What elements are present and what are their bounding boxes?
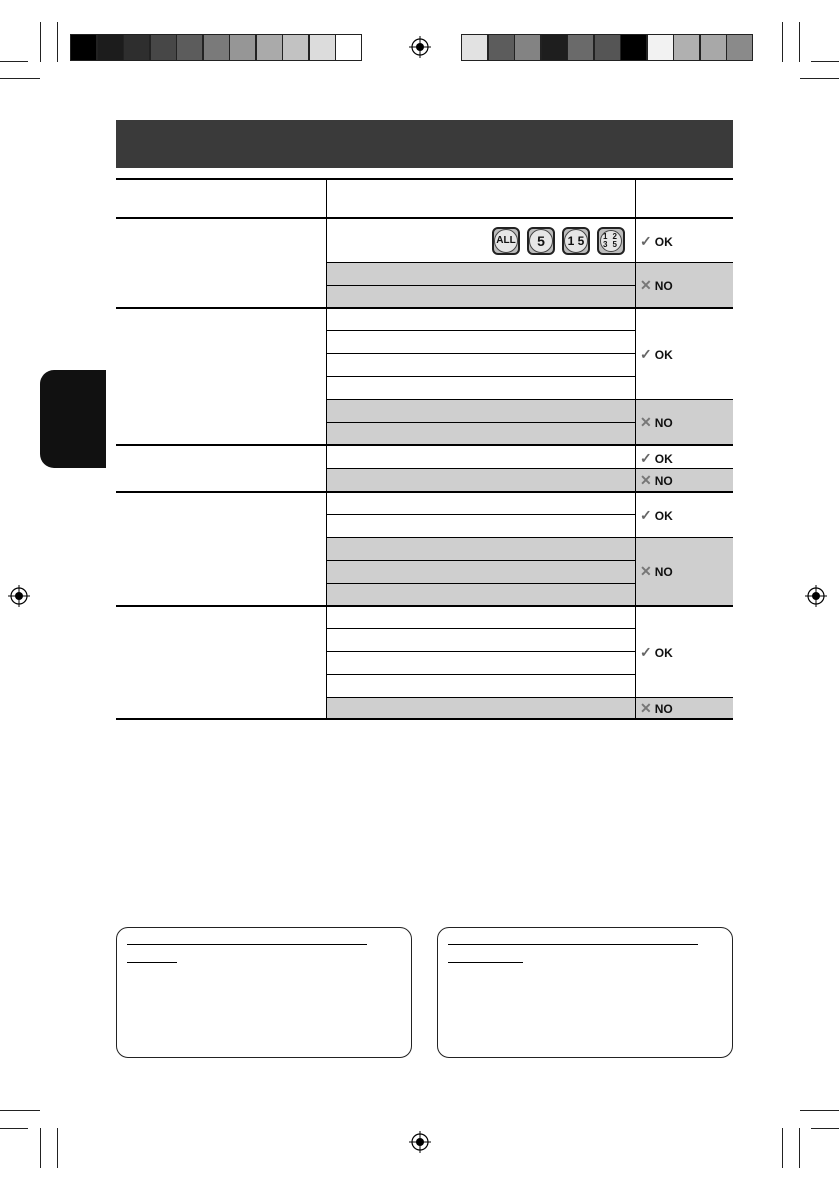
table-rule: [326, 583, 635, 584]
table-rule: [326, 353, 635, 354]
crop-mark: [799, 1128, 800, 1168]
table-rule: [326, 674, 635, 675]
table-rule: [326, 697, 733, 698]
language-side-tab: [40, 370, 106, 468]
table-rule: [116, 718, 733, 720]
color-swatch: [176, 34, 203, 61]
color-swatch: [335, 34, 362, 61]
table-rule: [326, 514, 635, 515]
color-swatch: [309, 34, 336, 61]
color-swatch: [461, 34, 488, 61]
crop-mark: [811, 1128, 839, 1129]
status-no: ✕ NO: [640, 472, 673, 488]
color-swatch: [726, 34, 753, 61]
crop-mark: [811, 61, 839, 62]
checkmark-icon: ✓: [640, 233, 652, 249]
table-rule: [116, 307, 733, 309]
status-ok: ✓ OK: [640, 644, 673, 660]
table-rule: [326, 262, 733, 263]
crop-mark: [0, 78, 40, 79]
table-rule: [116, 605, 733, 607]
status-ok: ✓ OK: [640, 233, 673, 249]
crop-mark: [57, 1128, 58, 1168]
table-rule: [326, 422, 635, 423]
cross-icon: ✕: [640, 277, 652, 293]
color-swatch: [203, 34, 230, 61]
status-ok: ✓ OK: [640, 450, 673, 466]
table-rule: [326, 628, 635, 629]
crop-mark: [0, 1128, 28, 1129]
crop-mark: [800, 78, 839, 79]
crop-mark: [0, 61, 28, 62]
checkmark-icon: ✓: [640, 346, 652, 362]
region-all-icon: ALL: [492, 227, 520, 255]
cross-icon: ✕: [640, 563, 652, 579]
table-rule: [116, 491, 733, 493]
heading-underline: [448, 962, 523, 963]
table-rule: [326, 178, 327, 719]
crop-mark: [782, 1128, 783, 1168]
status-ok: ✓ OK: [640, 507, 673, 523]
table-rule: [326, 285, 635, 286]
color-swatch: [514, 34, 541, 61]
checkmark-icon: ✓: [640, 450, 652, 466]
color-swatch: [256, 34, 283, 61]
heading-underline: [127, 944, 367, 945]
color-swatch: [488, 34, 515, 61]
color-swatch: [229, 34, 256, 61]
crop-mark: [799, 22, 800, 62]
table-rule: [326, 468, 733, 469]
heading-underline: [127, 962, 177, 963]
table-rule: [326, 399, 733, 400]
color-swatch: [123, 34, 150, 61]
crop-mark: [40, 22, 41, 62]
region-1-5-icon: 1 5: [562, 227, 590, 255]
registration-mark-icon: [805, 585, 827, 607]
region-multi-icon: 1 2 3 5: [597, 227, 625, 255]
cross-icon: ✕: [640, 414, 652, 430]
crop-mark: [40, 1128, 41, 1168]
color-swatch: [282, 34, 309, 61]
table-rule: [326, 560, 635, 561]
table-rule: [326, 651, 635, 652]
color-swatch: [541, 34, 568, 61]
color-swatch: [594, 34, 621, 61]
table-rule: [326, 376, 635, 377]
crop-mark: [57, 22, 58, 62]
registration-mark-icon: [409, 36, 431, 58]
region-5-icon: 5: [527, 227, 555, 255]
color-swatch: [70, 34, 97, 61]
color-swatch: [150, 34, 177, 61]
status-no: ✕ NO: [640, 700, 673, 716]
note-box-left: [116, 927, 412, 1058]
note-box-right: [437, 927, 733, 1058]
color-swatch: [647, 34, 674, 61]
crop-mark: [0, 1110, 40, 1111]
status-no: ✕ NO: [640, 277, 673, 293]
checkmark-icon: ✓: [640, 507, 652, 523]
table-rule: [635, 178, 636, 719]
registration-mark-icon: [8, 585, 30, 607]
cross-icon: ✕: [640, 472, 652, 488]
color-swatch: [97, 34, 124, 61]
table-rule: [116, 178, 733, 180]
registration-mark-icon: [409, 1131, 431, 1153]
cross-icon: ✕: [640, 700, 652, 716]
color-swatch: [567, 34, 594, 61]
crop-mark: [782, 22, 783, 62]
crop-mark: [800, 1110, 839, 1111]
status-no: ✕ NO: [640, 563, 673, 579]
heading-underline: [448, 944, 698, 945]
table-rule: [326, 537, 733, 538]
color-swatch: [700, 34, 727, 61]
table-rule: [116, 217, 733, 219]
status-no: ✕ NO: [640, 414, 673, 430]
table-rule: [326, 330, 635, 331]
status-ok: ✓ OK: [640, 346, 673, 362]
table-rule: [116, 444, 733, 446]
color-swatch: [673, 34, 700, 61]
checkmark-icon: ✓: [640, 644, 652, 660]
color-swatch: [620, 34, 647, 61]
section-header-band: [116, 120, 733, 168]
